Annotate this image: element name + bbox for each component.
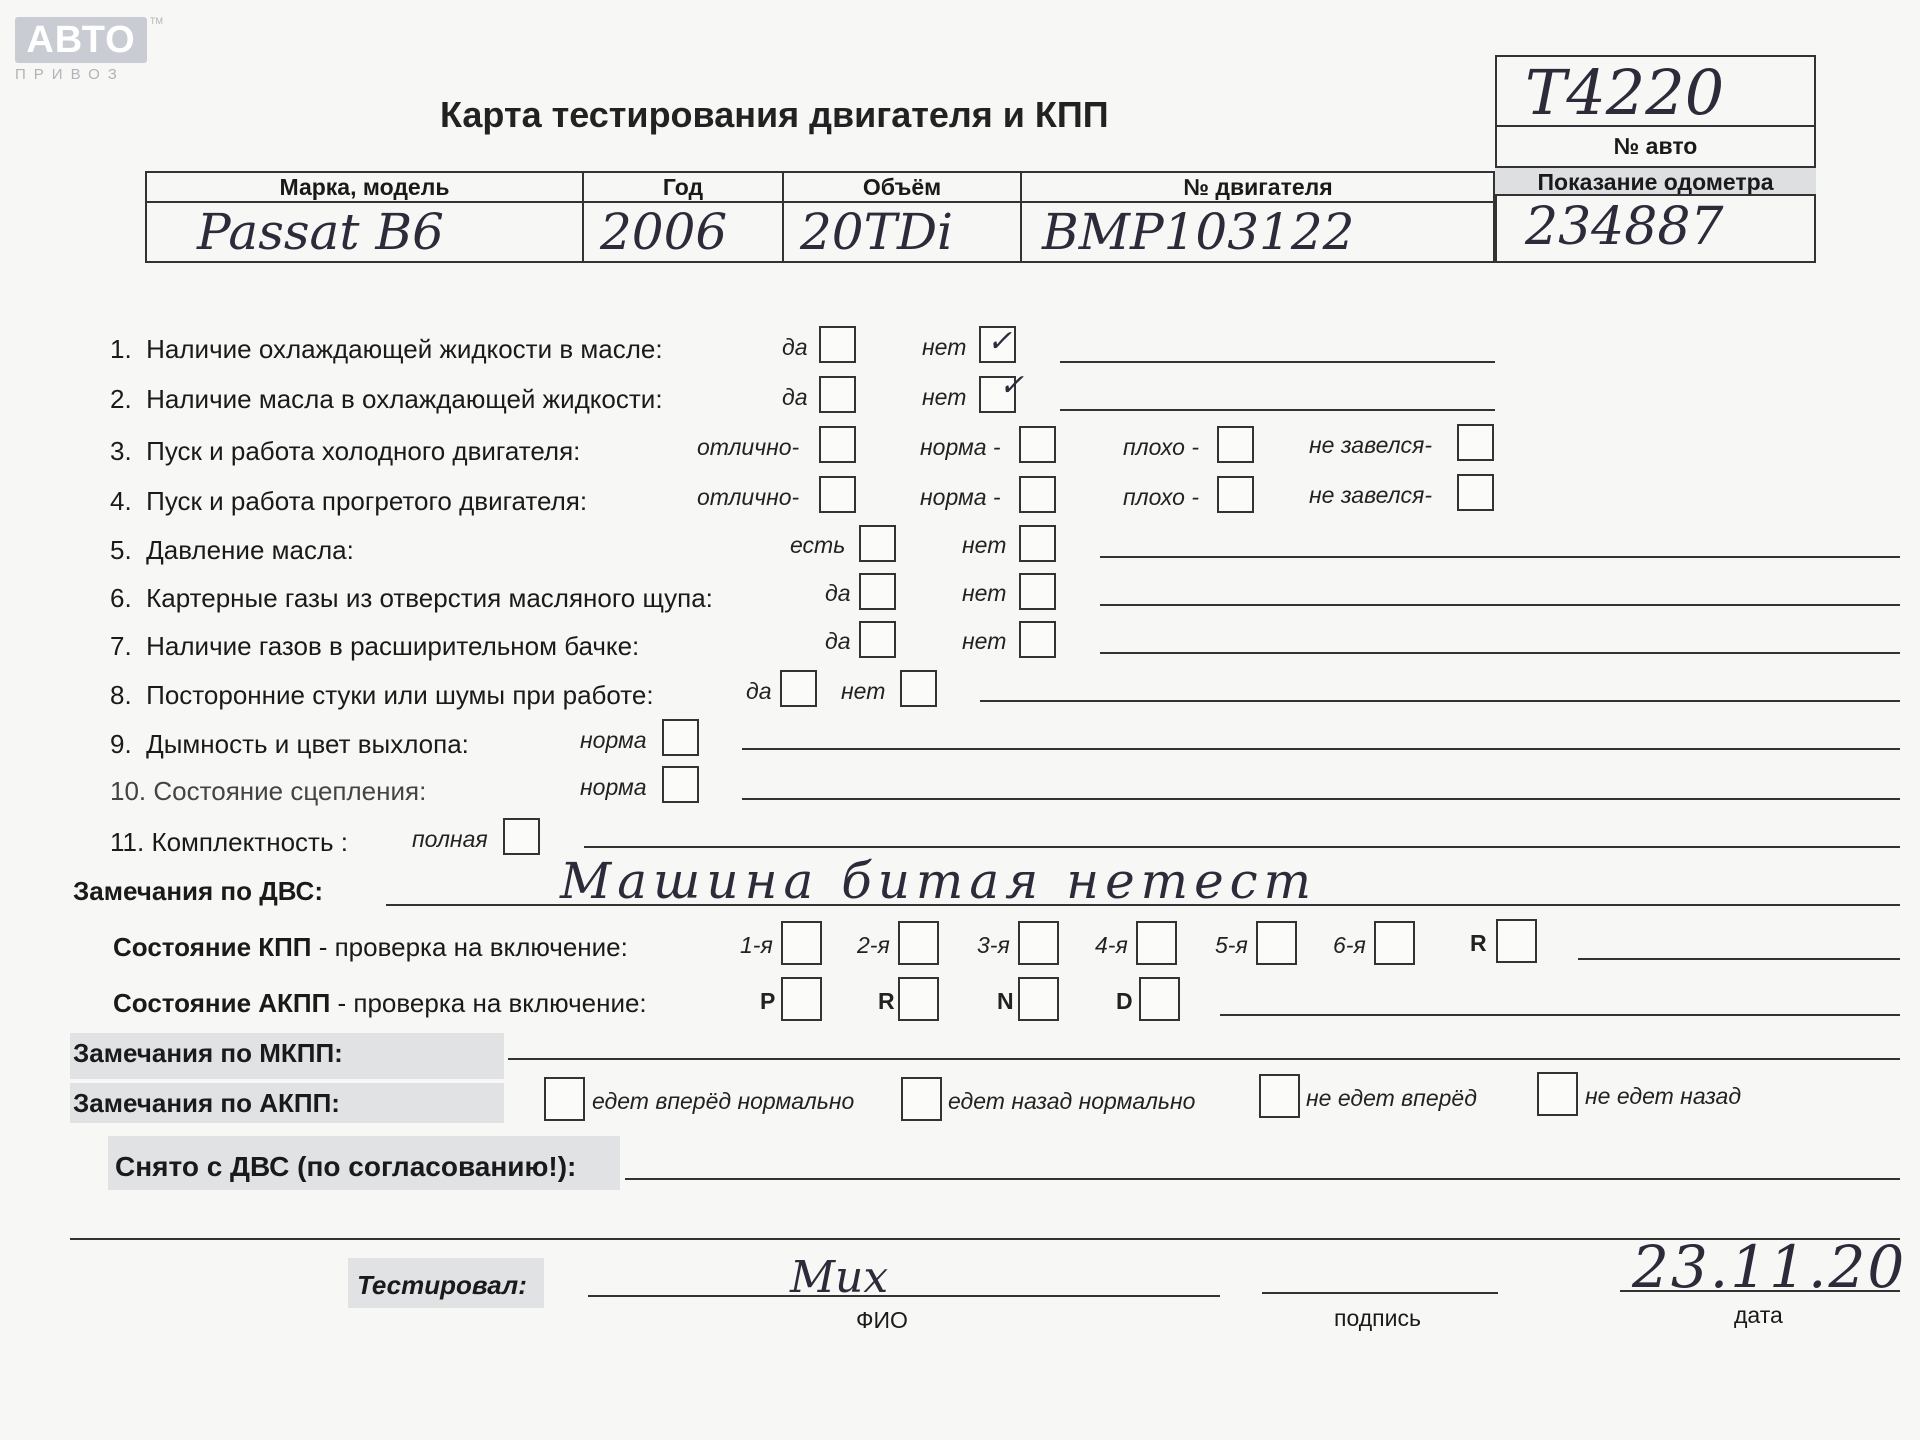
divider (1495, 194, 1816, 196)
mode-label: R (878, 988, 895, 1014)
fio-line[interactable] (588, 1295, 1220, 1297)
option-not-started: не завелся- (1309, 482, 1433, 508)
q8-notes-line[interactable] (980, 700, 1900, 702)
divider (1495, 125, 1816, 127)
question-2: 2. Наличие масла в охлаждающей жидкости: (110, 384, 663, 414)
q6-notes-line[interactable] (1100, 604, 1900, 606)
akpp-forward-ok-checkbox[interactable] (544, 1077, 585, 1121)
mode-p-checkbox[interactable] (781, 977, 822, 1021)
year-column (584, 173, 784, 261)
remarks-mkpp-line[interactable] (508, 1058, 1900, 1060)
volume-value: 20TDi (800, 203, 954, 261)
option-no: нет (962, 628, 1007, 654)
check-mark: ✓ (987, 324, 1013, 359)
gear-6-checkbox[interactable] (1374, 921, 1415, 965)
question-8: 8. Посторонние стуки или шумы при работе: (110, 680, 654, 710)
engine-number-column (1022, 173, 1494, 261)
option-yes: да (825, 628, 851, 654)
removed-label: Снято с ДВС (по согласованию!): (115, 1151, 577, 1182)
q8-no-checkbox[interactable] (900, 670, 937, 707)
akpp-no-reverse-checkbox[interactable] (1537, 1072, 1578, 1116)
option-no: нет (962, 532, 1007, 558)
akpp-check-label: Состояние АКПП - проверка на включение: (113, 988, 647, 1018)
q1-yes-checkbox[interactable] (819, 326, 856, 363)
option-no: нет (922, 334, 967, 360)
option-normal: норма - (920, 484, 1001, 510)
akpp-no-forward-checkbox[interactable] (1259, 1074, 1300, 1118)
q8-yes-checkbox[interactable] (780, 670, 817, 707)
mode-n-checkbox[interactable] (1018, 977, 1059, 1021)
gear-label: 1-я (740, 932, 773, 958)
q4-normal-checkbox[interactable] (1019, 476, 1056, 513)
mode-r-checkbox[interactable] (898, 977, 939, 1021)
q1-no-checkbox[interactable] (979, 326, 1016, 363)
gear-4-checkbox[interactable] (1136, 921, 1177, 965)
make-label: Марка, модель (147, 173, 582, 203)
check-mark: ✓ (999, 368, 1025, 403)
logo-subtitle: ПРИВОЗ (15, 66, 125, 83)
option-normal: норма - (920, 434, 1001, 460)
question-10: 10. Состояние сцепления: (110, 776, 427, 806)
option-normal: норма (580, 774, 647, 800)
auto-number-label: № авто (1613, 133, 1698, 159)
question-4: 4. Пуск и работа прогретого двигателя: (110, 486, 588, 516)
question-6: 6. Картерные газы из отверстия масляного щупа: (110, 583, 713, 613)
q11-notes-line[interactable] (584, 846, 1900, 848)
q9-normal-checkbox[interactable] (662, 719, 699, 756)
page-title: Карта тестирования двигателя и КПП (440, 94, 1109, 135)
q5-present-checkbox[interactable] (859, 525, 896, 562)
volume-column (784, 173, 1022, 261)
gear-label: 5-я (1215, 932, 1248, 958)
fio-value: Мих (790, 1252, 889, 1303)
gear-label: 2-я (857, 932, 890, 958)
q3-bad-checkbox[interactable] (1217, 426, 1254, 463)
q7-no-checkbox[interactable] (1019, 621, 1056, 658)
engine-number-value: BMP103122 (1042, 203, 1355, 261)
year-label: Год (584, 173, 782, 203)
fio-caption: ФИО (856, 1307, 908, 1333)
volume-label: Объём (784, 173, 1020, 203)
akpp-no-reverse-label: не едет назад (1585, 1083, 1742, 1109)
signature-caption: подпись (1334, 1305, 1421, 1331)
gear-2-checkbox[interactable] (898, 921, 939, 965)
option-excellent: отлично- (697, 434, 800, 460)
q6-yes-checkbox[interactable] (859, 573, 896, 610)
gear-label: 3-я (977, 932, 1010, 958)
removed-line-2[interactable] (70, 1238, 1900, 1240)
q4-excellent-checkbox[interactable] (819, 476, 856, 513)
q7-yes-checkbox[interactable] (859, 621, 896, 658)
q10-notes-line[interactable] (742, 798, 1900, 800)
auto-number-value: T4220 (1525, 56, 1725, 129)
akpp-reverse-ok-label: едет назад нормально (948, 1088, 1196, 1114)
gear-3-checkbox[interactable] (1018, 921, 1059, 965)
option-complete: полная (412, 826, 488, 852)
q10-normal-checkbox[interactable] (662, 766, 699, 803)
q2-yes-checkbox[interactable] (819, 376, 856, 413)
avtoprivoz-logo: АВТО (15, 17, 147, 63)
mode-d-checkbox[interactable] (1139, 977, 1180, 1021)
odometer-value: 234887 (1525, 197, 1724, 257)
q2-notes-line[interactable] (1060, 409, 1495, 411)
logo-trademark: TM (150, 16, 163, 26)
kpp-notes-line[interactable] (1578, 958, 1900, 960)
option-excellent: отлично- (697, 484, 800, 510)
remarks-engine-label: Замечания по ДВС: (73, 876, 323, 906)
q7-notes-line[interactable] (1100, 652, 1900, 654)
option-yes: да (746, 678, 772, 704)
q4-not-started-checkbox[interactable] (1457, 474, 1494, 511)
tested-by-label: Тестировал: (357, 1270, 527, 1300)
akpp-no-forward-label: не едет вперёд (1306, 1085, 1477, 1111)
question-5: 5. Давление масла: (110, 535, 354, 565)
q3-excellent-checkbox[interactable] (819, 426, 856, 463)
year-value: 2006 (600, 203, 728, 261)
question-1: 1. Наличие охлаждающей жидкости в масле: (110, 334, 663, 364)
gear-r-checkbox[interactable] (1496, 919, 1537, 963)
question-3: 3. Пуск и работа холодного двигателя: (110, 436, 581, 466)
option-bad: плохо - (1123, 434, 1199, 460)
odometer-label: Показание одометра (1495, 166, 1816, 194)
q9-notes-line[interactable] (742, 748, 1900, 750)
q5-notes-line[interactable] (1100, 556, 1900, 558)
removed-line[interactable] (625, 1178, 1900, 1180)
q3-not-started-checkbox[interactable] (1457, 424, 1494, 461)
remarks-akpp-label: Замечания по АКПП: (73, 1088, 340, 1118)
mode-label: P (760, 988, 776, 1014)
option-normal: норма (580, 727, 647, 753)
q6-no-checkbox[interactable] (1019, 573, 1056, 610)
mode-label: D (1116, 988, 1133, 1014)
gear-label: 4-я (1095, 932, 1128, 958)
question-11: 11. Комплектность : (110, 827, 348, 857)
gear-1-checkbox[interactable] (781, 921, 822, 965)
vehicle-info-table (145, 171, 1495, 263)
q1-notes-line[interactable] (1060, 361, 1495, 363)
option-present: есть (790, 532, 846, 558)
option-yes: да (782, 334, 808, 360)
kpp-check-label: Состояние КПП - проверка на включение: (113, 932, 628, 962)
akpp-reverse-ok-checkbox[interactable] (901, 1077, 942, 1121)
option-no: нет (922, 384, 967, 410)
signature-line[interactable] (1262, 1292, 1498, 1294)
option-yes: да (782, 384, 808, 410)
engine-number-label: № двигателя (1022, 173, 1494, 203)
option-bad: плохо - (1123, 484, 1199, 510)
question-9: 9. Дымность и цвет выхлопа: (110, 729, 469, 759)
mode-label: N (997, 988, 1014, 1014)
remarks-engine-value: Машина битая нетест (560, 852, 1318, 910)
option-no: нет (962, 580, 1007, 606)
gear-label: R (1470, 930, 1487, 956)
q2-no-checkbox[interactable] (979, 368, 1025, 413)
date-caption: дата (1734, 1302, 1783, 1328)
make-column (147, 173, 584, 261)
question-7: 7. Наличие газов в расширительном бачке: (110, 631, 640, 661)
gear-label: 6-я (1333, 932, 1366, 958)
akpp-forward-ok-label: едет вперёд нормально (592, 1088, 855, 1114)
option-yes: да (825, 580, 851, 606)
q4-bad-checkbox[interactable] (1217, 476, 1254, 513)
gear-5-checkbox[interactable] (1256, 921, 1297, 965)
make-value: Passat B6 (197, 203, 444, 261)
q11-complete-checkbox[interactable] (503, 818, 540, 855)
option-not-started: не завелся- (1309, 432, 1433, 458)
remarks-mkpp-label: Замечания по МКПП: (73, 1038, 343, 1068)
q3-normal-checkbox[interactable] (1019, 426, 1056, 463)
date-value: 23.11.20 (1632, 1233, 1907, 1301)
akpp-notes-line[interactable] (1220, 1014, 1900, 1016)
option-no: нет (841, 678, 886, 704)
q5-no-checkbox[interactable] (1019, 525, 1056, 562)
